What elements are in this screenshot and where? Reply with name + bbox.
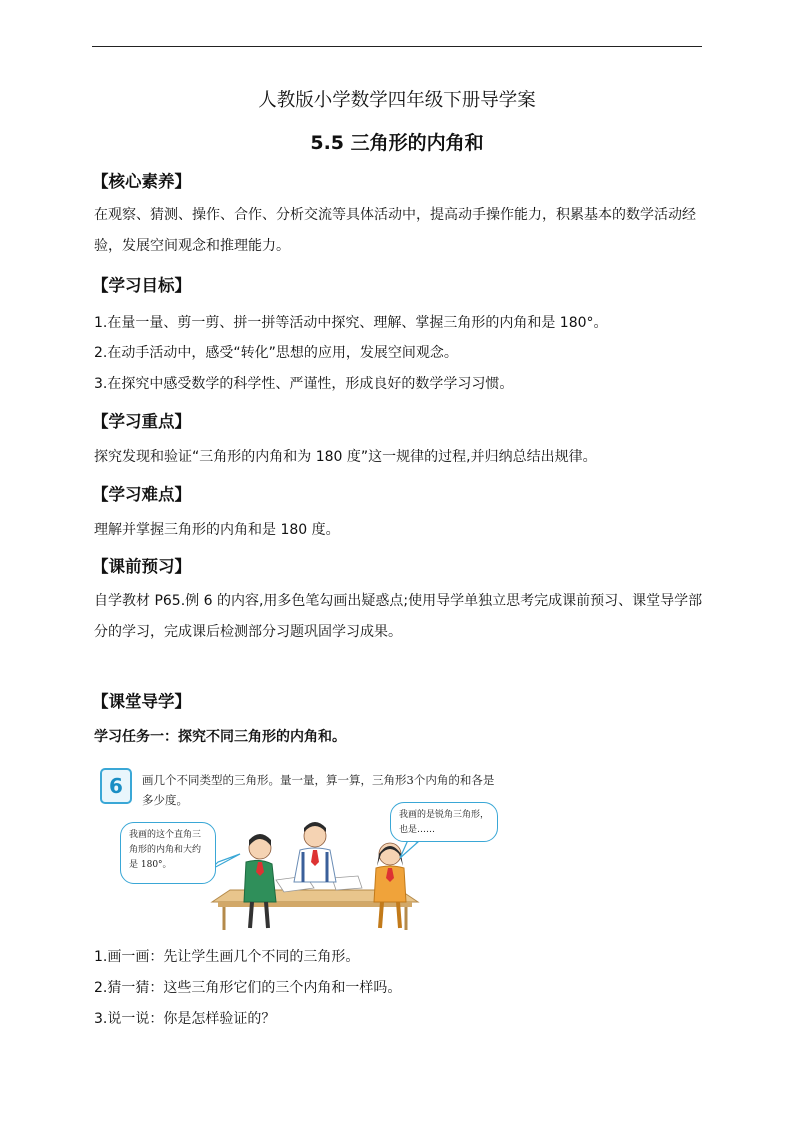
textbook-figure — [100, 762, 500, 932]
figure-prompt: 画几个不同类型的三角形。量一量，算一算，三角形3个内角的和各是多少度。 — [142, 773, 495, 807]
section-heading-core: 【核心素养】 — [92, 172, 191, 191]
goal-item: 2.在动手活动中，感受“转化”思想的应用，发展空间观念。 — [94, 345, 458, 361]
document-title: 人教版小学数学四年级下册导学案 — [258, 90, 536, 111]
header-rule — [92, 46, 702, 47]
speech-bubble-left: 我画的这个直角三角形的内角和大约是 180°。 — [120, 822, 216, 884]
question-item: 1.画一画：先让学生画几个不同的三角形。 — [94, 949, 360, 965]
goal-item: 3.在探究中感受数学的科学性、严谨性，形成良好的数学学习习惯。 — [94, 376, 514, 392]
example-number-badge: 6 — [100, 768, 132, 804]
speech-bubble-right: 我画的是锐角三角形，也是…… — [390, 802, 498, 842]
lesson-title: 5.5 三角形的内角和 — [310, 132, 484, 154]
question-item: 3.说一说：你是怎样验证的？ — [94, 1011, 276, 1027]
core-text: 在观察、猜测、操作、合作、分析交流等具体活动中，提高动手操作能力，积累基本的数学活动经验，发展空间观念和推理能力。 — [94, 207, 696, 254]
goal-item: 1.在量一量、剪一剪、拼一拼等活动中探究、理解、掌握三角形的内角和是 180°。 — [94, 315, 608, 331]
section-heading-classroom: 【课堂导学】 — [92, 692, 191, 711]
preview-text: 自学教材 P65.例 6 的内容,用多色笔勾画出疑惑点;使用导学单独立思考完成课前预习、课堂导学部分的学习，完成课后检测部分习题巩固学习成果。 — [94, 593, 703, 640]
question-item: 2.猜一猜：这些三角形它们的三个内角和一样吗。 — [94, 980, 402, 996]
task-title: 学习任务一：探究不同三角形的内角和。 — [94, 729, 346, 745]
section-heading-key-points: 【学习重点】 — [92, 412, 191, 431]
difficulties-text: 理解并掌握三角形的内角和是 180 度。 — [94, 522, 340, 538]
section-heading-difficulties: 【学习难点】 — [92, 485, 191, 504]
section-heading-preview: 【课前预习】 — [92, 557, 191, 576]
key-points-text: 探究发现和验证“三角形的内角和为 180 度”这一规律的过程,并归纳总结出规律。 — [94, 449, 597, 465]
section-heading-goals: 【学习目标】 — [92, 276, 191, 295]
